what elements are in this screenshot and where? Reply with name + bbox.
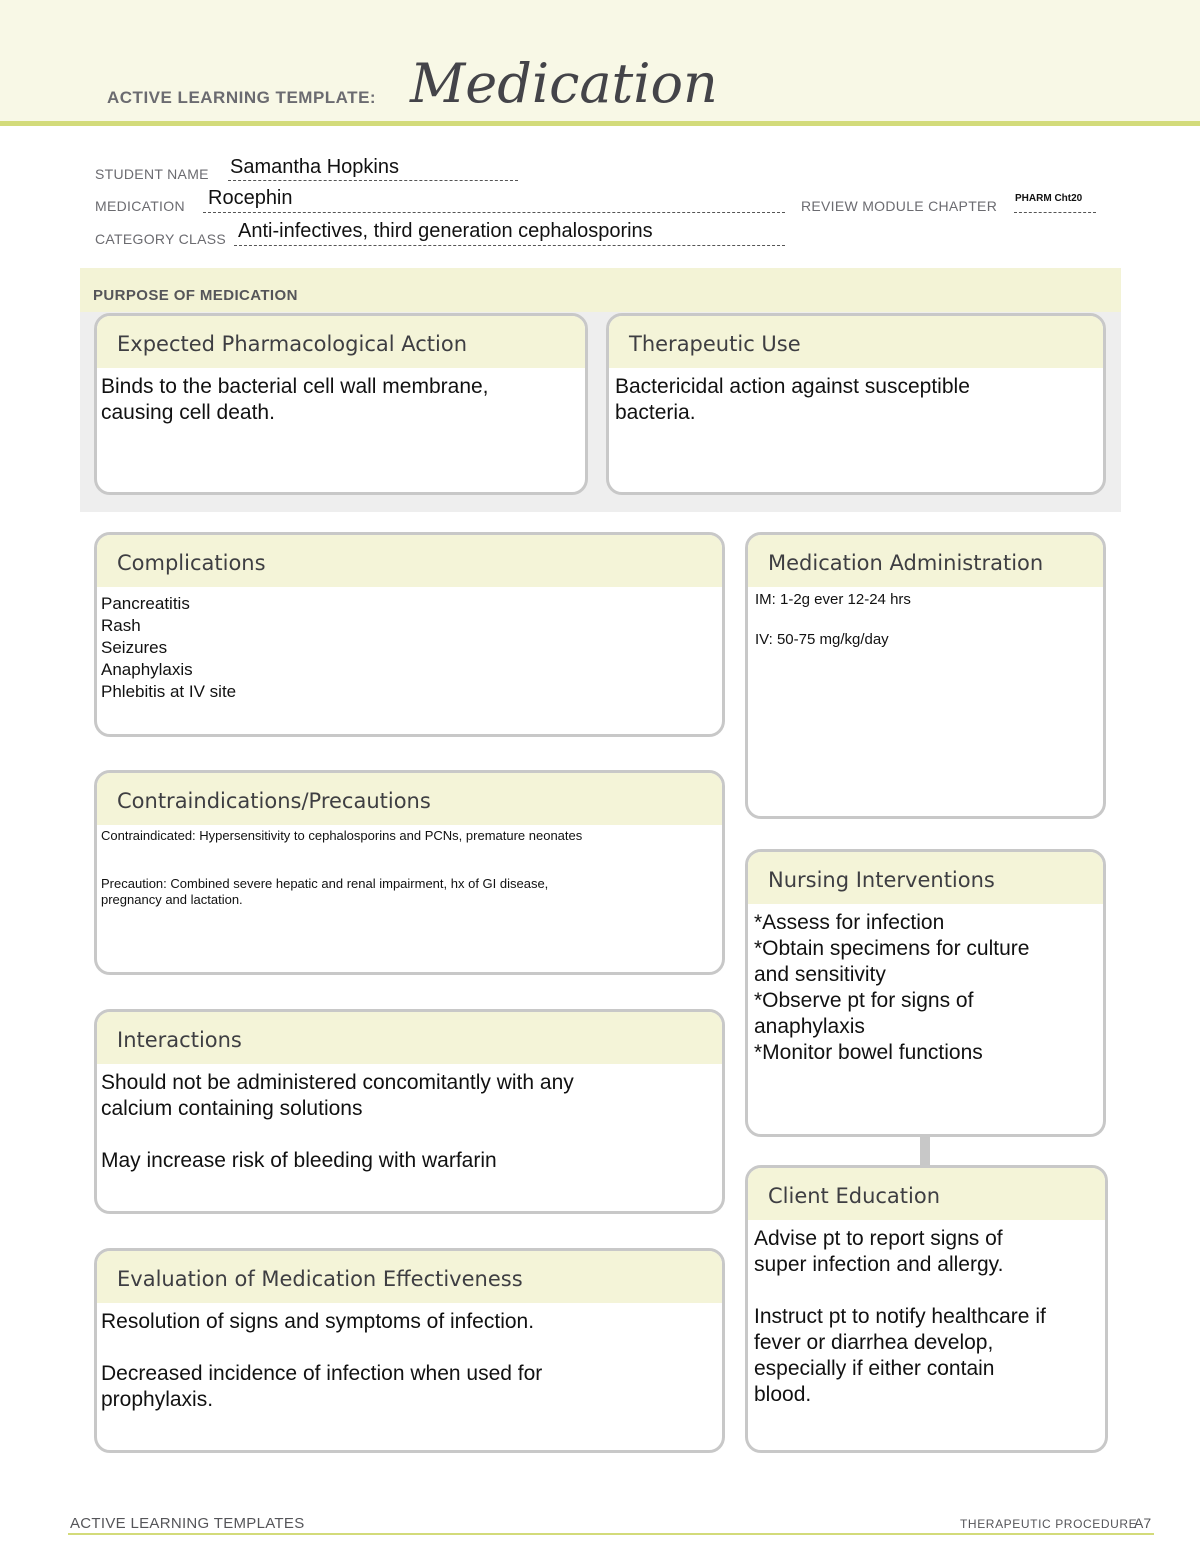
complications-text[interactable]: Pancreatitis Rash Seizures Anaphylaxis Phlebitis at IV site (101, 594, 237, 701)
header-rule (0, 121, 1200, 126)
medication-administration-box (745, 532, 1106, 819)
complications-heading: Complications (97, 535, 722, 587)
therapeutic-use-text[interactable]: Bactericidal action against susceptible bacteria. (615, 375, 970, 424)
interactions-box (94, 1009, 725, 1214)
medication-field[interactable]: Rocephin (208, 187, 293, 209)
client-education-text[interactable]: Advise pt to report signs of super infection and allergy. Instruct pt to notify healthcare if fever or diarrhea develop, especially if either contain blood. (754, 1227, 1046, 1406)
evaluation-text[interactable]: Resolution of signs and symptoms of infection. Decreased incidence of infection when used for prophylaxis. (101, 1310, 543, 1411)
category-class-field[interactable]: Anti-infectives, third generation cephalosporins (238, 220, 653, 242)
review-module-chapter-field[interactable]: PHARM Cht20 (1015, 193, 1083, 204)
footer-right: THERAPEUTIC PROCEDURE (960, 1517, 1138, 1531)
footer-page-number: A7 (1134, 1515, 1152, 1531)
client-education-box (745, 1165, 1108, 1453)
evaluation-box (94, 1248, 725, 1453)
review-module-chapter-line (1014, 212, 1096, 213)
student-name-label: STUDENT NAME (95, 166, 209, 182)
interactions-heading: Interactions (97, 1012, 722, 1064)
nursing-interventions-box (745, 849, 1106, 1137)
medication-administration-heading: Medication Administration (748, 535, 1103, 587)
purpose-title: PURPOSE OF MEDICATION (93, 287, 298, 304)
connector-bar (920, 1136, 930, 1166)
page-title: Medication (410, 52, 718, 115)
interactions-text[interactable]: Should not be administered concomitantly with any calcium containing solutions May increase risk of bleeding with warfarin (101, 1071, 574, 1172)
client-education-heading: Client Education (748, 1168, 1105, 1220)
student-name-line (228, 180, 518, 181)
expected-action-text[interactable]: Binds to the bacterial cell wall membrane, causing cell death. (101, 375, 489, 424)
medication-label: MEDICATION (95, 198, 185, 214)
medication-line (203, 212, 785, 213)
medication-administration-text[interactable]: IM: 1-2g ever 12-24 hrs IV: 50-75 mg/kg/day (755, 591, 911, 648)
expected-action-box (94, 313, 588, 495)
footer-left: ACTIVE LEARNING TEMPLATES (70, 1515, 305, 1532)
review-module-chapter-label: REVIEW MODULE CHAPTER (801, 198, 998, 214)
expected-action-heading: Expected Pharmacological Action (97, 316, 585, 368)
student-name-field[interactable]: Samantha Hopkins (230, 156, 399, 178)
contraindications-heading: Contraindications/Precautions (97, 773, 722, 825)
contraindications-text[interactable]: Contraindicated: Hypersensitivity to cephalosporins and PCNs, premature neonates Precaution: Combined severe hepatic and renal impairment, hx of GI disease, pregnancy and lactation. (101, 828, 583, 907)
contraindications-box (94, 770, 725, 975)
complications-box (94, 532, 725, 737)
template-label: ACTIVE LEARNING TEMPLATE: (107, 88, 377, 107)
nursing-interventions-text[interactable]: *Assess for infection *Obtain specimens for culture and sensitivity *Observe pt for signs of anaphylaxis *Monitor bowel functions (754, 911, 1030, 1064)
category-class-line (234, 245, 785, 246)
therapeutic-use-box (606, 313, 1106, 495)
footer-rule (68, 1533, 1154, 1535)
therapeutic-use-heading: Therapeutic Use (609, 316, 1103, 368)
evaluation-heading: Evaluation of Medication Effectiveness (97, 1251, 722, 1303)
nursing-interventions-heading: Nursing Interventions (748, 852, 1103, 904)
category-class-label: CATEGORY CLASS (95, 231, 227, 247)
